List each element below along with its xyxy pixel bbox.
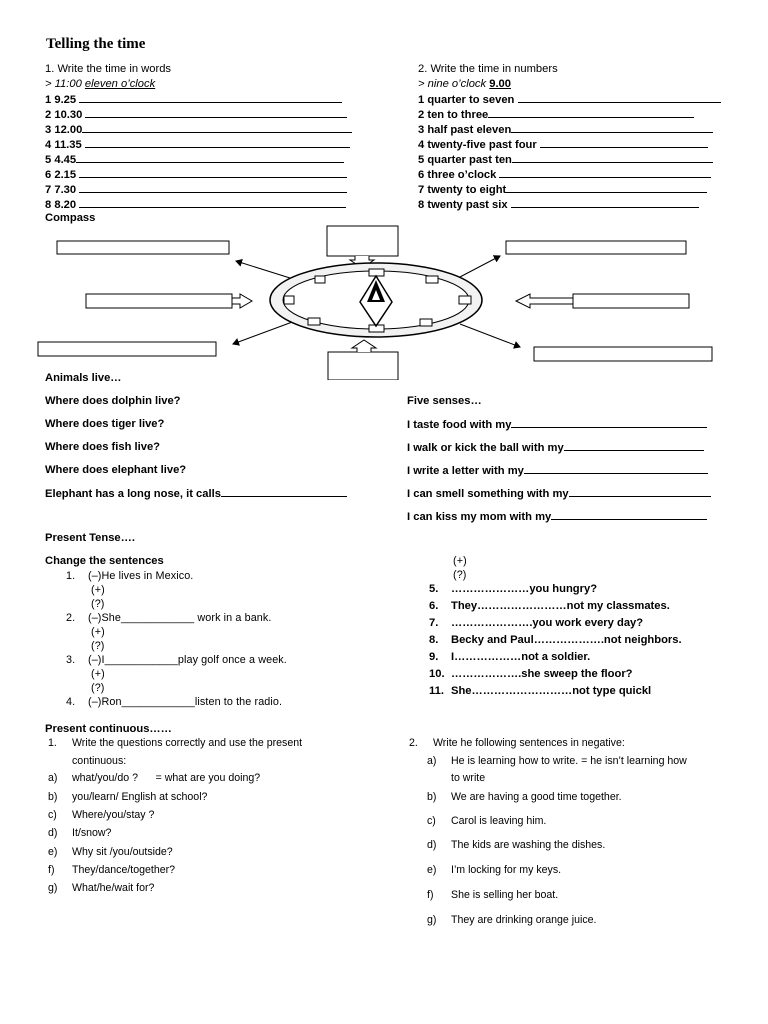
page-title: Telling the time — [46, 36, 146, 52]
answer-blank[interactable] — [512, 152, 713, 163]
compass-box-west[interactable] — [86, 294, 232, 308]
q1-item: g) What/he/wait for? — [48, 882, 155, 894]
question-marker: (?) — [91, 640, 105, 652]
q1-item: f) They/dance/together? — [48, 864, 176, 876]
time-words-heading: 1. Write the time in words — [45, 63, 172, 75]
compass-box-northeast[interactable] — [506, 241, 686, 254]
east-arrow-icon — [516, 294, 573, 308]
answer-blank[interactable] — [79, 197, 346, 208]
answer-blank[interactable] — [76, 152, 344, 163]
southeast-arrow-icon — [460, 324, 520, 347]
time-words-item-6: 6 2.15 — [45, 167, 347, 183]
answer-blank[interactable] — [564, 440, 704, 451]
answer-blank[interactable] — [524, 463, 708, 474]
q2-item: a) He is learning how to write. = he isn’t learning how — [427, 755, 687, 767]
answer-blank[interactable] — [518, 92, 721, 103]
time-numbers-item-6: 6 three o’clock — [418, 167, 711, 183]
senses-item: I can smell something with my — [407, 486, 711, 502]
compass-box-south[interactable] — [328, 352, 398, 380]
q1-item: d) It/snow? — [48, 827, 112, 839]
northwest-arrow-icon — [236, 261, 290, 278]
q2-item: d) The kids are washing the dishes. — [427, 839, 606, 851]
time-numbers-item-1: 1 quarter to seven — [418, 92, 721, 108]
senses-item: I write a letter with my — [407, 463, 708, 479]
compass-box-southeast[interactable] — [534, 347, 712, 361]
west-arrow-icon — [232, 294, 252, 308]
present-tense-item: 7. ………………….you work every day? — [429, 617, 644, 629]
answer-blank[interactable] — [79, 92, 342, 103]
answer-blank[interactable] — [79, 182, 347, 193]
time-words-example: > 11:00 eleven o’clock — [45, 78, 156, 90]
answer-blank[interactable] — [551, 509, 707, 520]
time-words-item-4: 4 11.35 — [45, 137, 350, 153]
time-numbers-item-5: 5 quarter past ten — [418, 152, 713, 168]
time-numbers-item-7: 7 twenty to eight — [418, 182, 707, 198]
q2-item: c) Carol is leaving him. — [427, 815, 547, 827]
time-numbers-item-4: 4 twenty-five past four — [418, 137, 708, 153]
animals-heading: Animals live… — [45, 372, 122, 384]
senses-item: I walk or kick the ball with my — [407, 440, 704, 456]
compass-label: Compass — [45, 212, 96, 224]
answer-blank[interactable] — [488, 107, 694, 118]
compass-box-northwest[interactable] — [57, 241, 229, 254]
south-arrow-icon — [352, 340, 376, 352]
compass-box-north[interactable] — [327, 226, 398, 256]
answer-blank[interactable] — [569, 486, 711, 497]
present-tense-item: 10. ……………….she sweep the floor? — [429, 668, 633, 680]
time-words-item-2: 2 10.30 — [45, 107, 347, 123]
q2-item: e) I’m locking for my keys. — [427, 864, 562, 876]
answer-blank[interactable] — [506, 182, 707, 193]
q1-heading-cont: continuous: — [72, 755, 127, 767]
present-tense-item: 8. Becky and Paul……………….not neighbors. — [429, 634, 682, 646]
senses-item: I can kiss my mom with my — [407, 509, 707, 525]
answer-blank[interactable] — [511, 417, 707, 428]
time-numbers-heading: 2. Write the time in numbers — [418, 63, 558, 75]
compass-box-east[interactable] — [573, 294, 689, 308]
answer-blank[interactable] — [79, 167, 347, 178]
time-numbers-example: > nine o’clock 9.00 — [418, 78, 511, 90]
animals-question: Where does elephant live? — [45, 464, 187, 476]
answer-blank[interactable] — [511, 197, 699, 208]
animals-question-elephant: Elephant has a long nose, it calls — [45, 486, 347, 502]
present-continuous-heading: Present continuous…… — [45, 723, 172, 735]
q1-item: e) Why sit /you/outside? — [48, 846, 173, 858]
answer-blank[interactable] — [540, 137, 708, 148]
present-tense-item: 9. I………………not a soldier. — [429, 651, 591, 663]
q2-item-cont: to write — [451, 772, 486, 784]
answer-blank[interactable] — [499, 167, 711, 178]
present-tense-item: 4. (–)Ron____________listen to the radio. — [66, 696, 283, 708]
q1-heading: 1. Write the questions correctly and use the present — [48, 737, 303, 749]
q2-item: f) She is selling her boat. — [427, 889, 559, 901]
q2-item: b) We are having a good time together. — [427, 791, 622, 803]
time-words-item-5: 5 4.45 — [45, 152, 344, 168]
time-words-item-7: 7 7.30 — [45, 182, 347, 198]
present-tense-item: 3. (–)I____________play golf once a week. — [66, 654, 287, 666]
q2-item: g) They are drinking orange juice. — [427, 914, 597, 926]
time-words-item-3: 3 12.00 — [45, 122, 352, 138]
present-tense-item: 2. (–)She____________ work in a bank. — [66, 612, 272, 624]
answer-blank[interactable] — [85, 137, 350, 148]
senses-item: I taste food with my — [407, 417, 707, 433]
animals-question: Where does dolphin live? — [45, 395, 181, 407]
northeast-arrow-icon — [458, 256, 500, 278]
plus-marker: (+) — [91, 668, 105, 680]
plus-marker: (+) — [91, 626, 105, 638]
present-tense-item: 6. They……………………not my classmates. — [429, 600, 670, 612]
time-numbers-item-3: 3 half past eleven — [418, 122, 713, 138]
present-tense-heading: Present Tense…. — [45, 532, 135, 544]
answer-blank[interactable] — [82, 122, 352, 133]
southwest-arrow-icon — [233, 321, 295, 344]
answer-blank[interactable] — [85, 107, 347, 118]
present-tense-item: 5. …………………you hungry? — [429, 583, 598, 595]
question-marker: (?) — [91, 598, 105, 610]
animals-question: Where does tiger live? — [45, 418, 165, 430]
q1-item: a) what/you/do ? = what are you doing? — [48, 772, 261, 784]
plus-marker: (+) — [453, 555, 467, 567]
time-numbers-item-2: 2 ten to three — [418, 107, 694, 123]
plus-marker: (+) — [91, 584, 105, 596]
question-marker: (?) — [91, 682, 105, 694]
time-words-item-1: 1 9.25 — [45, 92, 342, 108]
time-numbers-item-8: 8 twenty past six — [418, 197, 699, 213]
question-marker: (?) — [453, 569, 467, 581]
compass-box-southwest[interactable] — [38, 342, 216, 356]
q2-heading: 2. Write he following sentences in negative: — [409, 737, 625, 749]
time-words-item-8: 8 8.20 — [45, 197, 346, 213]
answer-blank[interactable] — [511, 122, 713, 133]
present-tense-item: 11. She………………………not type quickl — [429, 685, 652, 697]
animals-question: Where does fish live? — [45, 441, 161, 453]
present-tense-item: 1. (–)He lives in Mexico. — [66, 570, 194, 582]
present-tense-subheading: Change the sentences — [45, 555, 164, 567]
answer-blank[interactable] — [221, 486, 347, 497]
senses-heading: Five senses… — [407, 395, 482, 407]
compass-diagram — [0, 220, 768, 380]
q1-item: c) Where/you/stay ? — [48, 809, 155, 821]
q1-item: b) you/learn/ English at school? — [48, 791, 208, 803]
